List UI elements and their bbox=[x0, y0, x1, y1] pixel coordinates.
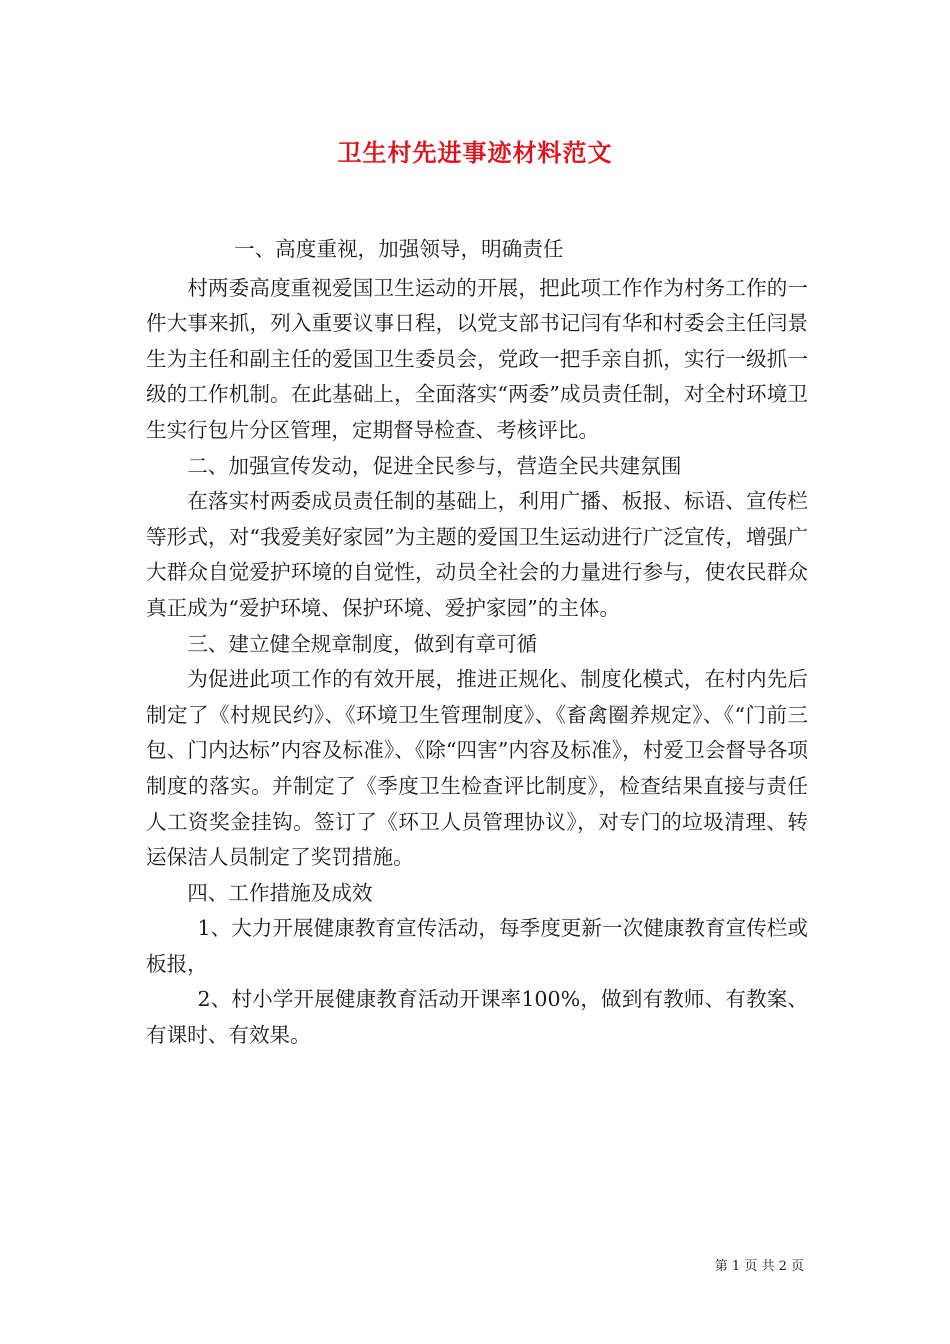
section-heading-3: 三、建立健全规章制度，做到有章可循 bbox=[187, 631, 538, 656]
document-title: 卫生村先进事迹材料范文 bbox=[337, 138, 613, 167]
document-body bbox=[146, 232, 808, 1054]
list-item: 1、大力开展健康教育宣传活动，每季度更新一次健康教育宣传栏或板报， bbox=[146, 916, 808, 976]
page-number: 第 1 页 共 2 页 bbox=[714, 1259, 804, 1274]
section-paragraph-3: 为促进此项工作的有效开展，推进正规化、制度化模式，在村内先后制定了《村规民约》、《环境卫生管理制度》、《畜禽圈养规定》、《“门前三包、门内达标”内容及标准》、《除“四害”内容及标准》，村爱卫会督导各项制度的落实。并制定了《季度卫生检查评比制度》，检查结果直接与责任人工资奖金挂钩。签订了《环卫人员管理协议》，对专门的垃圾清理、转运保洁人员制定了奖罚措施。 bbox=[146, 667, 808, 870]
section-heading-1: 一、高度重视，加强领导，明确责任 bbox=[234, 237, 564, 261]
list-item: 2、村小学开展健康教育活动开课率100%，做到有教师、有教案、有课时、有效果。 bbox=[146, 987, 808, 1048]
section-heading-4: 四、工作措施及成效 bbox=[187, 880, 373, 905]
section-paragraph-1: 村两委高度重视爱国卫生运动的开展，把此项工作作为村务工作的一件大事来抓，列入重要议事日程，以党支部书记闫有华和村委会主任闫景生为主任和副主任的爱国卫生委员会，党政一把手亲自抓，实行一级抓一级的工作机制。在此基础上，全面落实“两委”成员责任制，对全村环境卫生实行包片分区管理，定期督导检查、考核评比。 bbox=[146, 275, 808, 442]
section-paragraph-2: 在落实村两委成员责任制的基础上，利用广播、板报、标语、宣传栏等形式，对“我爱美好家园”为主题的爱国卫生运动进行广泛宣传，增强广大群众自觉爱护环境的自觉性，动员全社会的力量进行参与，使农民群众真正成为“爱护环境、保护环境、爱护家园”的主体。 bbox=[146, 489, 808, 620]
section-heading-2: 二、加强宣传发动，促进全民参与，营造全民共建氛围 bbox=[187, 453, 682, 478]
